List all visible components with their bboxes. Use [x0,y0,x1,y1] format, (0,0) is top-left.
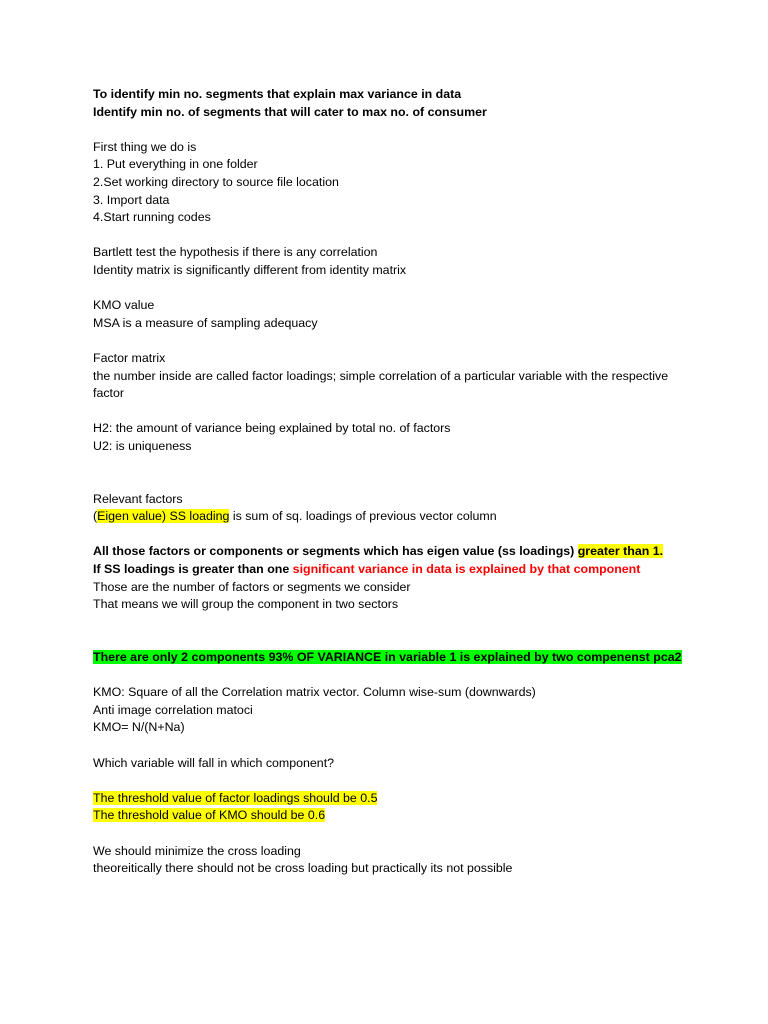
first-thing-line: First thing we do is [93,139,197,154]
u2-line: U2: is uniqueness [93,438,192,453]
bartlett-line-1: Bartlett test the hypothesis if there is any correlation [93,245,378,260]
kmo-value-line: KMO value [93,298,155,313]
eigen-rest: is sum of sq. loadings of previous vector column [229,509,497,524]
factor-loadings-line: the number inside are called factor loadings; simple correlation of a particular variable with the respective factor [93,368,669,401]
significant-variance-text: significant variance in data is explained by that component [292,562,641,577]
green-highlight-text: There are only 2 components 93% OF VARIANCE in variable 1 is explained by two compenenst pca2 [93,650,682,664]
heading-line-1: To identify min no. segments that explain max variance in data [93,87,462,101]
threshold-loadings-text: The threshold value of factor loadings should be 0.5 [93,790,378,805]
anti-image-line: Anti image correlation matoci [93,702,253,717]
green-highlight-line [93,649,693,667]
step-4: 4.Start running codes [93,210,211,225]
eigen-open-paren: ( [93,509,98,524]
heading-line-2: Identify min no. of segments that will cater to max no. of consumer [93,104,487,119]
all-factors-line [93,543,693,561]
which-variable-line: Which variable will fall in which component? [93,755,335,770]
step-2: 2.Set working directory to source file location [93,174,339,189]
kmo-formula-line: KMO= N/(N+Na) [93,720,185,735]
bartlett-line-2: Identity matrix is significantly different from identity matrix [93,262,407,277]
theoretically-line: theoreitically there should not be cross loading but practically its not possible [93,861,513,876]
ss-loadings-line [93,561,693,579]
group-sectors-line: That means we will group the component in two sectors [93,597,399,612]
number-factors-line: Those are the number of factors or segments we consider [93,579,411,594]
threshold-kmo-text: The threshold value of KMO should be 0.6 [93,808,326,823]
h2-line: H2: the amount of variance being explained by total no. of factors [93,421,451,436]
threshold-loadings-line [93,790,693,808]
kmo-square-line: KMO: Square of all the Correlation matrix vector. Column wise-sum (downwards) [93,685,536,700]
all-factors-text: All those factors or components or segments which has eigen value (ss loadings) [93,544,578,559]
ss-loadings-text: If SS loadings is greater than one [93,562,293,577]
step-1: 1. Put everything in one folder [93,157,258,172]
greater-than-one-highlight: greater than 1. [577,544,664,559]
factor-matrix-line: Factor matrix [93,350,166,365]
threshold-kmo-line [93,807,693,825]
minimize-line: We should minimize the cross loading [93,843,301,858]
relevant-factors-line: Relevant factors [93,491,183,506]
document-body [93,86,693,878]
step-3: 3. Import data [93,192,170,207]
eigen-highlight: Eigen value) SS loading [97,509,230,524]
msa-line: MSA is a measure of sampling adequacy [93,315,318,330]
eigen-line [93,508,693,526]
